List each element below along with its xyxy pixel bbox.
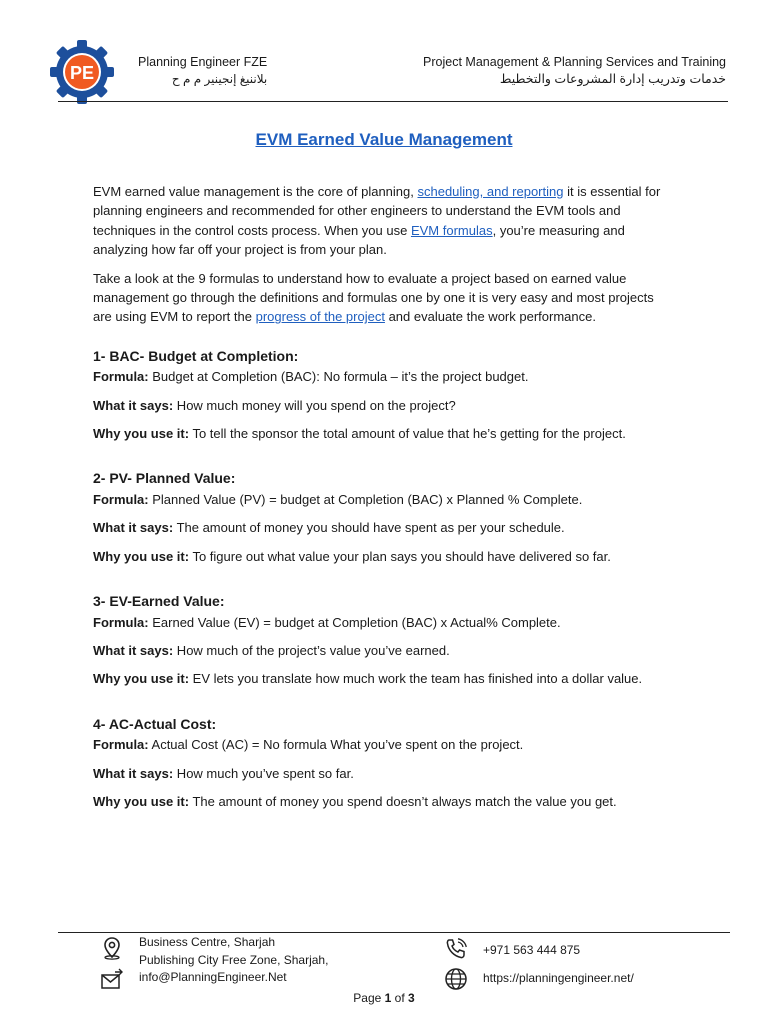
intro-text: and evaluate the work performance. <box>384 309 596 325</box>
footer-address <box>139 934 328 987</box>
why-text: To figure out what value your plan says you should have delivered so far. <box>189 548 611 564</box>
page-header <box>0 0 768 104</box>
address-line-2: Publishing City Free Zone, Sharjah, <box>139 952 329 967</box>
footer-website[interactable]: https://planningengineer.net/ <box>483 971 634 985</box>
formula-label: Formula: <box>93 614 149 630</box>
says-text: How much you’ve spent so far. <box>173 765 354 781</box>
section-says <box>93 764 673 783</box>
page-prefix: Page <box>353 991 385 1005</box>
says-label: What it says: <box>93 520 174 536</box>
says-label: What it says: <box>93 397 174 413</box>
why-text: EV lets you translate how much work the team has finished into a dollar value. <box>189 671 643 687</box>
document-title[interactable]: EVM Earned Value Management <box>255 130 513 149</box>
intro-text: , you’re measuring and analyzing how far off your project is from your plan. <box>93 222 625 258</box>
why-text: To tell the sponsor the total amount of value that he’s getting for the project. <box>189 426 626 442</box>
intro-text: it is essential for planning engineers and recommended for other engineers to understand the EVM tools and techniques in the control costs process. When you use <box>93 184 661 238</box>
section-formula <box>93 367 673 386</box>
why-label: Why you use it: <box>93 793 190 809</box>
section-formula <box>93 735 673 754</box>
project-progress-link[interactable]: progress of the project <box>255 309 385 325</box>
section-formula <box>93 613 673 632</box>
evm-formulas-link[interactable]: EVM formulas <box>410 222 493 238</box>
document-body <box>93 182 673 820</box>
section-why <box>93 424 673 443</box>
section-why <box>93 547 673 566</box>
intro-text: Take a look at the 9 formulas to understand how to evaluate a project based on earned value management go through the definitions and formulas one by one it is very easy and most projects are using EVM to report the <box>93 270 654 325</box>
formula-label: Formula: <box>93 491 149 507</box>
says-label: What it says: <box>93 642 174 658</box>
says-text: The amount of money you should have spent as per your schedule. <box>173 520 565 536</box>
section-why <box>93 792 673 811</box>
company-name-en: Planning Engineer FZE <box>138 55 268 69</box>
section-heading-pv: 2- PV- Planned Value: <box>93 470 236 487</box>
section-says <box>93 641 673 660</box>
why-label: Why you use it: <box>93 671 190 687</box>
services-en: Project Management & Planning Services and Training <box>423 55 726 69</box>
header-divider <box>58 101 728 102</box>
section-why <box>93 669 673 688</box>
says-text: How much of the project’s value you’ve earned. <box>173 642 450 658</box>
footer-phone[interactable]: +971 563 444 875 <box>483 943 581 957</box>
globe-icon <box>444 967 468 991</box>
scheduling-reporting-link[interactable]: scheduling, and reporting <box>417 184 564 199</box>
footer-email[interactable]: info@PlanningEngineer.Net <box>139 970 287 984</box>
section-says <box>93 518 673 537</box>
section-heading-bac: 1- BAC- Budget at Completion: <box>93 347 299 364</box>
company-name-ar: بلاننيغ إنجينير م م ح <box>171 72 268 86</box>
phone-icon <box>444 937 468 961</box>
says-text: How much money will you spend on the project? <box>173 397 456 413</box>
section-formula <box>93 490 673 509</box>
email-icon <box>100 968 124 992</box>
formula-text: Earned Value (EV) = budget at Completion (BAC) x Actual% Complete. <box>148 614 561 630</box>
company-logo <box>50 40 114 104</box>
page-number <box>0 991 768 1005</box>
intro-paragraph-2 <box>93 269 673 327</box>
intro-text: EVM earned value management is the core of planning, <box>93 184 418 199</box>
footer-divider <box>58 932 730 933</box>
why-text: The amount of money you spend doesn’t always match the value you get. <box>189 793 617 809</box>
services-tagline <box>423 54 726 88</box>
svg-text:PE: PE <box>69 63 95 83</box>
page-total: 3 <box>408 991 415 1005</box>
section-heading-ev: 3- EV-Earned Value: <box>93 593 225 610</box>
section-says <box>93 396 673 415</box>
location-pin-icon <box>100 936 124 960</box>
formula-text: Budget at Completion (BAC): No formula – it’s the project budget. <box>148 369 529 385</box>
address-line-1: Business Centre, Sharjah <box>139 935 276 949</box>
formula-text: Planned Value (PV) = budget at Completion (BAC) x Planned % Complete. <box>148 491 583 507</box>
formula-label: Formula: <box>93 369 149 385</box>
says-label: What it says: <box>93 765 174 781</box>
section-heading-ac: 4- AC-Actual Cost: <box>93 715 217 732</box>
company-name <box>138 54 267 88</box>
why-label: Why you use it: <box>93 548 190 564</box>
formula-text: Actual Cost (AC) = No formula What you’ve spent on the project. <box>148 737 524 753</box>
page-current: 1 <box>384 991 392 1005</box>
why-label: Why you use it: <box>93 426 190 442</box>
formula-label: Formula: <box>93 737 149 753</box>
services-ar: خدمات وتدريب إدارة المشروعات والتخطيط <box>499 72 726 86</box>
intro-paragraph-1 <box>93 182 673 260</box>
page-of: of <box>391 991 409 1005</box>
